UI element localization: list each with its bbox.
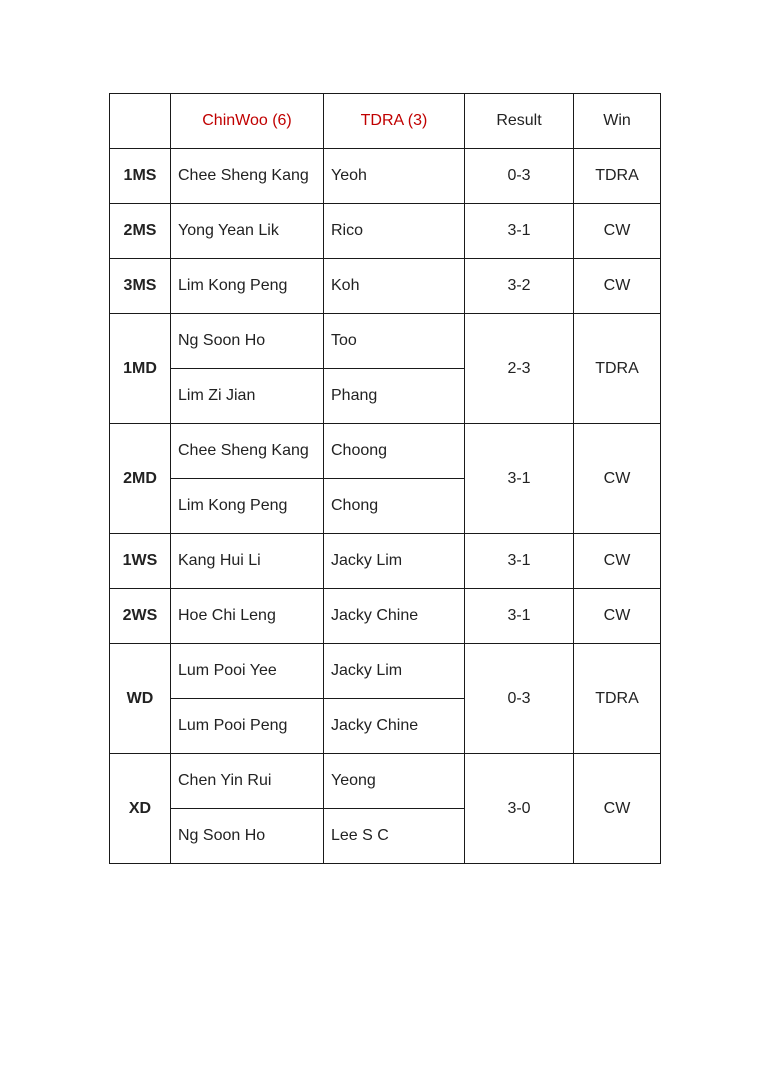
team-a-player: Chee Sheng Kang bbox=[171, 424, 324, 479]
team-a-player: Kang Hui Li bbox=[171, 534, 324, 589]
win-cell: TDRA bbox=[574, 149, 661, 204]
header-team-a: ChinWoo (6) bbox=[171, 94, 324, 149]
win-cell: CW bbox=[574, 204, 661, 259]
team-a-player: Ng Soon Ho bbox=[171, 314, 324, 369]
result-cell: 3-1 bbox=[465, 589, 574, 644]
result-cell: 0-3 bbox=[465, 644, 574, 754]
win-cell: CW bbox=[574, 534, 661, 589]
event-cell: WD bbox=[110, 644, 171, 754]
table-row bbox=[110, 314, 661, 369]
result-cell: 3-1 bbox=[465, 534, 574, 589]
team-b-player: Phang bbox=[324, 369, 465, 424]
team-b-player: Lee S C bbox=[324, 809, 465, 864]
team-a-player: Yong Yean Lik bbox=[171, 204, 324, 259]
event-cell: 1WS bbox=[110, 534, 171, 589]
team-b-player: Rico bbox=[324, 204, 465, 259]
table-row bbox=[110, 534, 661, 589]
team-b-player: Chong bbox=[324, 479, 465, 534]
event-cell: 3MS bbox=[110, 259, 171, 314]
team-a-player: Lum Pooi Yee bbox=[171, 644, 324, 699]
team-a-player: Lim Kong Peng bbox=[171, 259, 324, 314]
team-b-player: Jacky Chine bbox=[324, 589, 465, 644]
header-row bbox=[110, 94, 661, 149]
event-cell: XD bbox=[110, 754, 171, 864]
table-row bbox=[110, 259, 661, 314]
result-cell: 3-1 bbox=[465, 204, 574, 259]
results-table bbox=[109, 93, 661, 864]
event-cell: 1MD bbox=[110, 314, 171, 424]
table-row bbox=[110, 754, 661, 809]
table-row bbox=[110, 589, 661, 644]
team-b-player: Choong bbox=[324, 424, 465, 479]
result-cell: 3-2 bbox=[465, 259, 574, 314]
team-b-player: Jacky Chine bbox=[324, 699, 465, 754]
win-cell: CW bbox=[574, 754, 661, 864]
team-a-player: Lim Kong Peng bbox=[171, 479, 324, 534]
header-team-b: TDRA (3) bbox=[324, 94, 465, 149]
event-cell: 1MS bbox=[110, 149, 171, 204]
header-empty-cell bbox=[110, 94, 171, 149]
result-cell: 3-0 bbox=[465, 754, 574, 864]
event-cell: 2WS bbox=[110, 589, 171, 644]
event-cell: 2MD bbox=[110, 424, 171, 534]
team-b-player: Yeong bbox=[324, 754, 465, 809]
result-cell: 0-3 bbox=[465, 149, 574, 204]
team-b-player: Jacky Lim bbox=[324, 644, 465, 699]
team-a-player: Ng Soon Ho bbox=[171, 809, 324, 864]
team-b-player: Koh bbox=[324, 259, 465, 314]
header-result: Result bbox=[465, 94, 574, 149]
win-cell: CW bbox=[574, 259, 661, 314]
event-cell: 2MS bbox=[110, 204, 171, 259]
team-b-player: Jacky Lim bbox=[324, 534, 465, 589]
result-cell: 2-3 bbox=[465, 314, 574, 424]
team-b-player: Yeoh bbox=[324, 149, 465, 204]
table-row bbox=[110, 644, 661, 699]
table-row bbox=[110, 149, 661, 204]
team-a-player: Lum Pooi Peng bbox=[171, 699, 324, 754]
team-b-player: Too bbox=[324, 314, 465, 369]
team-a-player: Chee Sheng Kang bbox=[171, 149, 324, 204]
table-row bbox=[110, 204, 661, 259]
team-a-player: Hoe Chi Leng bbox=[171, 589, 324, 644]
team-a-player: Lim Zi Jian bbox=[171, 369, 324, 424]
table-row bbox=[110, 424, 661, 479]
win-cell: CW bbox=[574, 424, 661, 534]
win-cell: TDRA bbox=[574, 314, 661, 424]
win-cell: CW bbox=[574, 589, 661, 644]
results-body bbox=[110, 94, 661, 864]
win-cell: TDRA bbox=[574, 644, 661, 754]
result-cell: 3-1 bbox=[465, 424, 574, 534]
header-win: Win bbox=[574, 94, 661, 149]
team-a-player: Chen Yin Rui bbox=[171, 754, 324, 809]
